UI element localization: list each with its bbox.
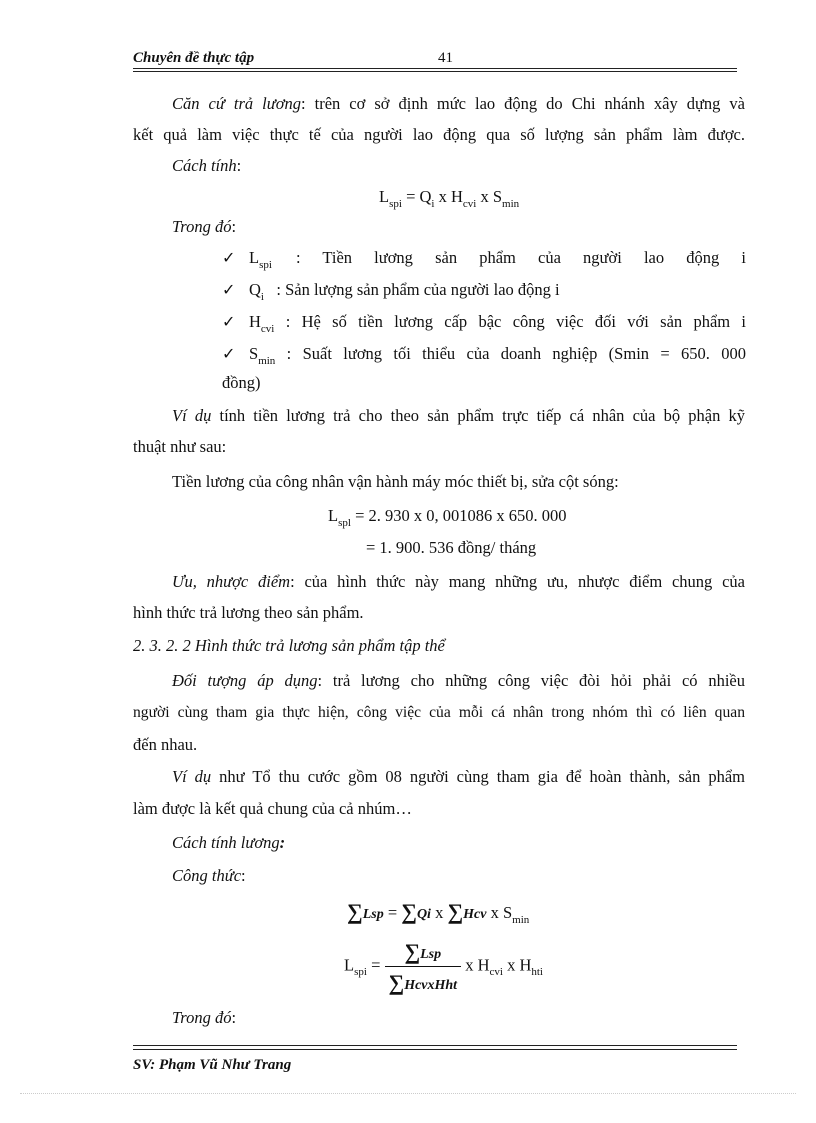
paragraph-line: kết quả làm việc thực tế của người lao động qua số lượng sản phẩm làm được. [133, 125, 745, 144]
check-icon: ✓ [222, 314, 236, 331]
paragraph-line: Ví dụ tính tiền lương trả cho theo sản phẩm trực tiếp cá nhân của bộ phận kỹ [172, 406, 745, 425]
footer-author: SV: Phạm Vũ Như Trang [133, 1057, 292, 1073]
header-rule-top [133, 68, 737, 69]
label-cach-tinh-luong: Cách tính lương: [172, 833, 286, 852]
fraction: $\frac{\text{∑Lsp}}{\text{∑HcvxHht}}$ [385, 938, 462, 995]
header-title: Chuyên đề thực tập [133, 50, 255, 66]
page-number: 41 [438, 50, 453, 66]
footer-rule-top [133, 1045, 737, 1046]
paragraph-line: đến nhau. [133, 735, 198, 754]
paragraph-line: Ưu, nhược điểm: của hình thức này mang những ưu, nhược điểm chung của [172, 572, 745, 591]
formula-lspi-fraction: $L_{spi}$ = $\frac{\text{∑Lsp}}{\text{∑HcvxHht}}$ x $H_{cvi}$ x $H_{hti}$ [344, 939, 543, 995]
paragraph-line: Căn cứ trả lương: trên cơ sở định mức lao động do Chi nhánh xây dựng và [172, 94, 745, 113]
check-icon: ✓ [222, 346, 236, 363]
check-icon: ✓ [222, 282, 236, 299]
paragraph-line: Đối tượng áp dụng: trả lương cho những công việc đòi hỏi phải có nhiều [172, 671, 745, 690]
formula-result: = 1. 900. 536 đồng/ tháng [366, 538, 537, 557]
paragraph-line: Ví dụ như Tổ thu cước gồm 08 người cùng tham gia để hoàn thành, sản phẩm [172, 767, 745, 786]
bullet-item: $S_{min}$ : Suất lương tối thiểu của doanh nghiệp (Smin = 650. 000 [249, 344, 747, 367]
paragraph-line: hình thức trả lương theo sản phẩm. [133, 603, 364, 622]
formula-sum: ∑Lsp = ∑Qi x ∑Hcv x $S_{min}$ [347, 899, 530, 926]
bullet-item: $H_{cvi}$ : Hệ số tiền lương cấp bậc công việc đối với sản phẩm i [249, 312, 747, 335]
label-trong-do: Trong đó: [172, 217, 237, 236]
bullet-continuation: đồng) [222, 373, 261, 392]
paragraph-line: người cùng tham gia thực hiện, công việc của mỗi cá nhân trong nhóm thì có liên quan [133, 704, 745, 721]
label-cach-tinh: Cách tính: [172, 156, 242, 175]
footer-rule-bottom [133, 1049, 737, 1050]
bullet-item: $Q_i$ : Sản lượng sản phẩm của người lao động i [249, 280, 560, 303]
paragraph-line: Tiền lương của công nhân vận hành máy móc thiết bị, sửa cột sóng: [172, 472, 619, 491]
header-rule-bottom [133, 71, 737, 72]
paragraph-line: thuật như sau: [133, 437, 227, 456]
page-edge-divider [20, 1093, 796, 1094]
formula-lspi: $L_{spi} = Q_i$ x $H_{cvi}$ x $S_{min}$ [379, 187, 520, 210]
paragraph-line: làm được là kết quả chung của cả nhúm… [133, 799, 412, 818]
bullet-item: $L_{spi}$ : Tiền lương sản phẩm của người lao động i [249, 248, 746, 271]
section-heading: 2. 3. 2. 2 Hình thức trả lương sản phẩm tập thể [133, 636, 445, 655]
label-cong-thuc: Công thức: [172, 866, 246, 885]
label-trong-do-2: Trong đó: [172, 1008, 237, 1027]
check-icon: ✓ [222, 250, 236, 267]
formula-lspl: $L_{spl} = 2$. 930 x 0, 001086 x 650. 000 [328, 506, 567, 529]
